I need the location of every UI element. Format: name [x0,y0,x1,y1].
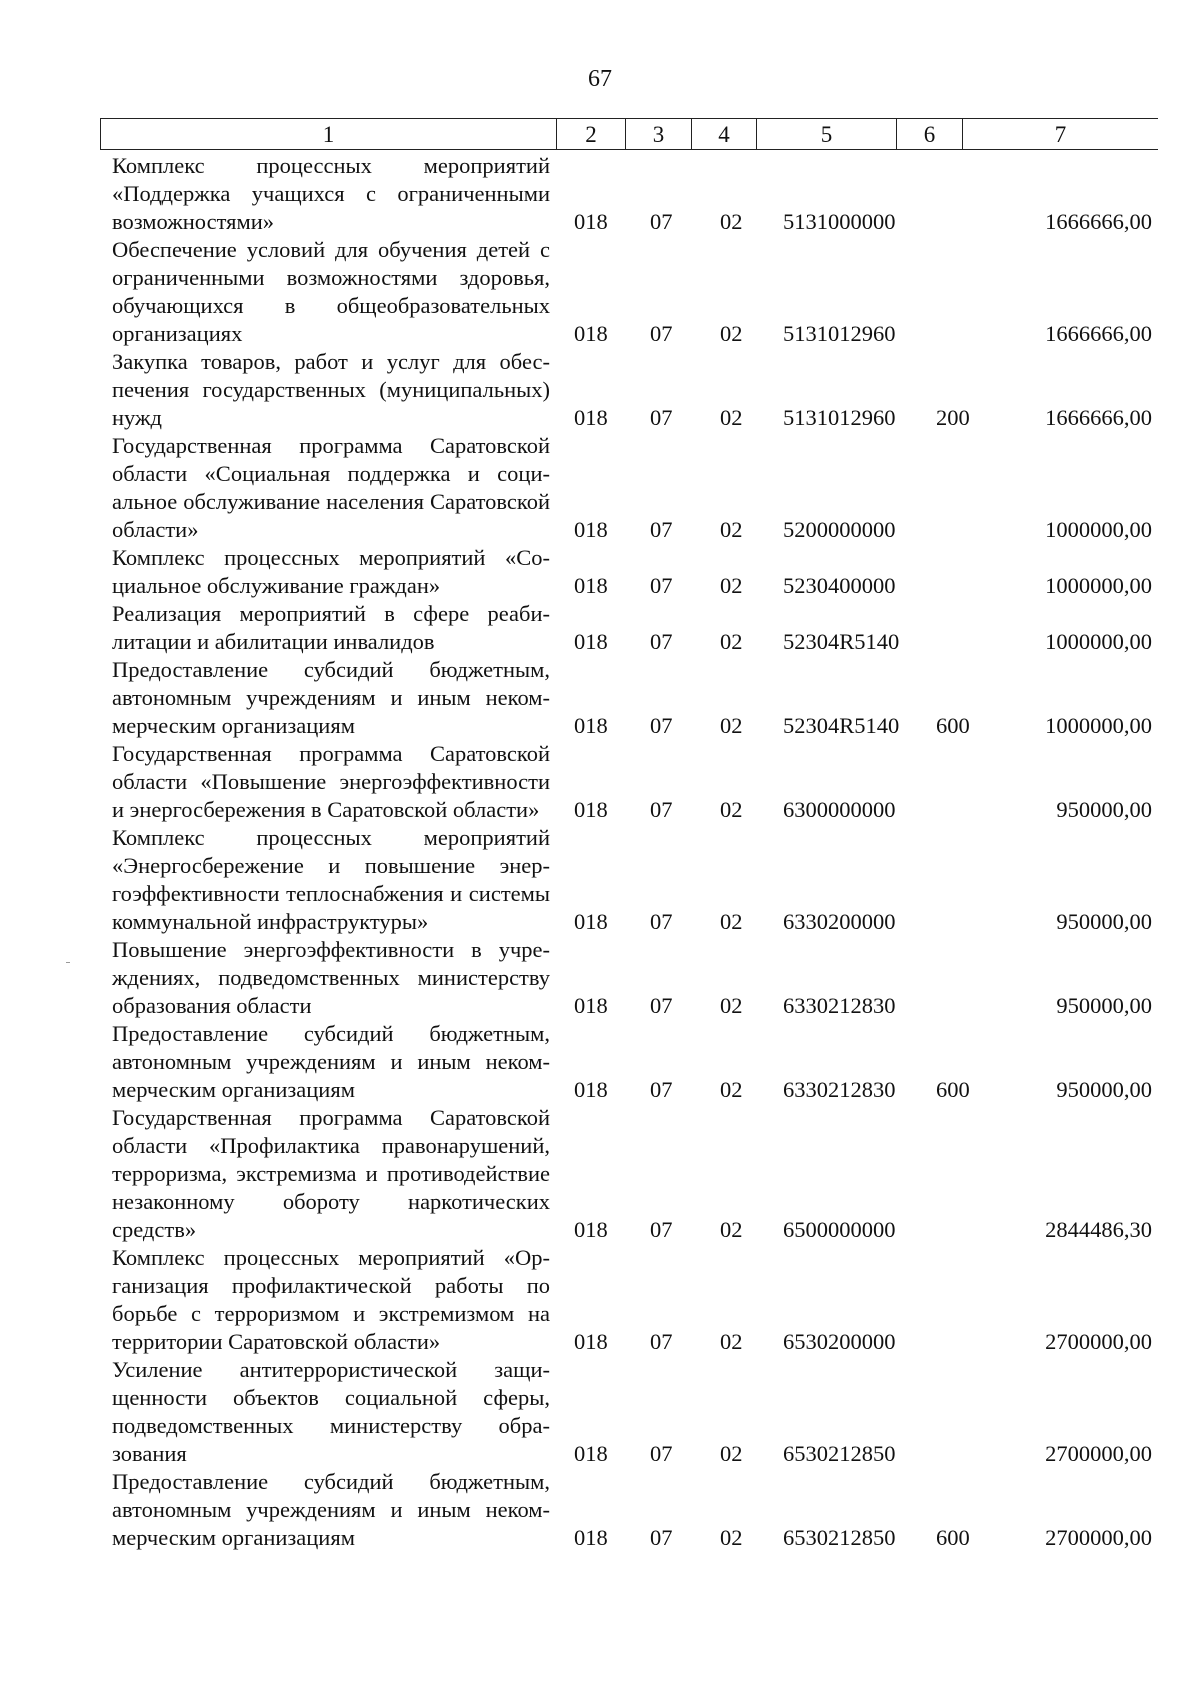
row-cell-c2: 018 [574,629,608,654]
row-name: Усиление антитеррористической защищенности объектов социальной сферы, подведомственных министерству образования [112,1357,550,1466]
row-cell-c3: 07 [650,1441,673,1466]
row-cell-c7: 1000000,00 [1045,629,1152,654]
row-cell-c5: 6530212850 [783,1525,896,1550]
table-row [0,936,1200,1020]
row-cell-c6: 600 [936,713,970,738]
row-name: Предоставление субсидий бюджетным, автономным учреждениям и иным некоммерческим организациям [112,657,550,738]
table-row [0,432,1200,544]
row-cell-c3: 07 [650,321,673,346]
row-cell-c7: 2700000,00 [1045,1525,1152,1550]
column-header-6: 6 [896,119,962,149]
row-cell-c3: 07 [650,629,673,654]
row-cell-c4: 02 [720,1077,743,1102]
table-row [0,824,1200,936]
column-header-5: 5 [756,119,896,149]
row-cell-c5: 6530212850 [783,1441,896,1466]
row-cell-c5: 5131000000 [783,209,896,234]
row-cell-c4: 02 [720,209,743,234]
table-row [0,1104,1200,1244]
table-row [0,1244,1200,1356]
row-cell-c7: 1666666,00 [1045,405,1152,430]
row-cell-c2: 018 [574,405,608,430]
row-cell-c4: 02 [720,797,743,822]
row-cell-c5: 5200000000 [783,517,896,542]
column-header-row [100,118,1158,150]
row-cell-c3: 07 [650,573,673,598]
row-cell-c4: 02 [720,1329,743,1354]
row-cell-c7: 950000,00 [1056,797,1152,822]
row-name: Предоставление субсидий бюджетным, автономным учреждениям и иным некоммерческим организациям [112,1469,550,1550]
table-row [0,1468,1200,1552]
row-cell-c2: 018 [574,713,608,738]
row-cell-c3: 07 [650,517,673,542]
row-cell-c7: 1000000,00 [1045,713,1152,738]
row-cell-c2: 018 [574,993,608,1018]
table-row [0,740,1200,824]
row-cell-c4: 02 [720,405,743,430]
row-cell-c7: 1666666,00 [1045,209,1152,234]
row-cell-c5: 5131012960 [783,321,896,346]
row-name: Комплекс процессных мероприятий «Энергосбережение и повышение энергоэффективности теплоснабжения и системы коммунальной инфраструктуры» [112,825,550,934]
row-cell-c5: 52304R5140 [783,629,900,654]
row-cell-c7: 1000000,00 [1045,573,1152,598]
row-cell-c7: 1000000,00 [1045,517,1152,542]
table-body [0,152,1200,1552]
row-name: Комплекс процессных мероприятий «Поддержка учащихся с ограниченными возможностями» [112,153,550,234]
row-cell-c4: 02 [720,993,743,1018]
row-name: Повышение энергоэффективности в учреждениях, подведомственных министерству образования области [112,937,550,1018]
row-cell-c4: 02 [720,713,743,738]
row-cell-c3: 07 [650,1077,673,1102]
table-row [0,236,1200,348]
row-cell-c3: 07 [650,713,673,738]
row-cell-c5: 6300000000 [783,797,896,822]
scan-artifact [66,962,70,963]
row-cell-c2: 018 [574,1329,608,1354]
row-name: Комплекс процессных мероприятий «Социальное обслуживание граждан» [112,545,550,598]
row-name: Государственная программа Саратовской области «Социальная поддержка и социальное обслуживание населения Саратовской области» [112,433,550,542]
row-cell-c3: 07 [650,405,673,430]
row-cell-c3: 07 [650,1217,673,1242]
row-cell-c2: 018 [574,573,608,598]
row-cell-c4: 02 [720,517,743,542]
row-cell-c6: 200 [936,405,970,430]
table-row [0,1356,1200,1468]
row-cell-c3: 07 [650,797,673,822]
row-cell-c6: 600 [936,1077,970,1102]
row-cell-c2: 018 [574,517,608,542]
row-cell-c7: 950000,00 [1056,1077,1152,1102]
row-cell-c3: 07 [650,993,673,1018]
row-name: Государственная программа Саратовской области «Повышение энергоэффективности и энергосбережения в Саратовской области» [112,741,550,822]
table-row [0,600,1200,656]
row-cell-c2: 018 [574,321,608,346]
row-cell-c5: 6330200000 [783,909,896,934]
column-header-1: 1 [100,119,556,149]
row-cell-c5: 6530200000 [783,1329,896,1354]
row-name: Реализация мероприятий в сфере реабилитации и абилитации инвалидов [112,601,550,654]
row-name: Обеспечение условий для обучения детей с ограниченными возможностями здоровья, обучающихся в общеобразовательных организациях [112,237,550,346]
row-cell-c2: 018 [574,1077,608,1102]
row-cell-c4: 02 [720,1441,743,1466]
row-cell-c5: 6500000000 [783,1217,896,1242]
row-cell-c5: 6330212830 [783,993,896,1018]
table-row [0,656,1200,740]
row-cell-c2: 018 [574,209,608,234]
row-cell-c2: 018 [574,1217,608,1242]
row-cell-c7: 2700000,00 [1045,1441,1152,1466]
row-cell-c4: 02 [720,1217,743,1242]
row-cell-c3: 07 [650,909,673,934]
row-name: Комплекс процессных мероприятий «Организация профилактической работы по борьбе с терроризмом и экстремизмом на территории Саратовской области» [112,1245,550,1354]
row-cell-c7: 1666666,00 [1045,321,1152,346]
row-cell-c2: 018 [574,1525,608,1550]
row-cell-c4: 02 [720,629,743,654]
column-header-7: 7 [962,119,1158,149]
row-cell-c7: 2700000,00 [1045,1329,1152,1354]
row-cell-c5: 6330212830 [783,1077,896,1102]
column-header-4: 4 [691,119,756,149]
row-cell-c2: 018 [574,1441,608,1466]
row-cell-c6: 600 [936,1525,970,1550]
row-cell-c2: 018 [574,797,608,822]
row-cell-c7: 2844486,30 [1045,1217,1152,1242]
row-name: Закупка товаров, работ и услуг для обеспечения государственных (муниципальных) нужд [112,349,550,430]
row-cell-c2: 018 [574,909,608,934]
row-name: Предоставление субсидий бюджетным, автономным учреждениям и иным некоммерческим организациям [112,1021,550,1102]
table-row [0,348,1200,432]
row-cell-c4: 02 [720,321,743,346]
row-cell-c4: 02 [720,573,743,598]
row-cell-c4: 02 [720,909,743,934]
row-cell-c3: 07 [650,209,673,234]
row-cell-c3: 07 [650,1329,673,1354]
row-cell-c3: 07 [650,1525,673,1550]
row-cell-c7: 950000,00 [1056,993,1152,1018]
row-cell-c7: 950000,00 [1056,909,1152,934]
table-row [0,1020,1200,1104]
row-cell-c5: 52304R5140 [783,713,900,738]
row-cell-c5: 5131012960 [783,405,896,430]
row-cell-c5: 5230400000 [783,573,896,598]
row-name: Государственная программа Саратовской области «Профилактика правонарушений, терроризма, экстремизма и противодействие незаконному обороту наркотических средств» [112,1105,550,1242]
column-header-2: 2 [556,119,625,149]
column-header-3: 3 [625,119,691,149]
page-number: 67 [588,66,612,92]
table-row [0,152,1200,236]
table-row [0,544,1200,600]
row-cell-c4: 02 [720,1525,743,1550]
